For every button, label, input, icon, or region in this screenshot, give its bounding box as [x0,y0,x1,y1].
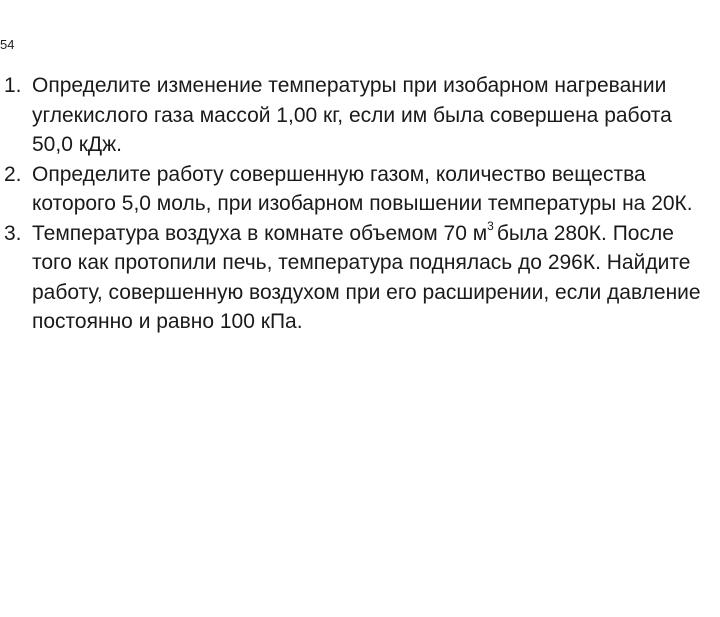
superscript-exponent: 3 [487,218,494,233]
problem-number: 3. [4,221,22,245]
problem-item-3 [4,219,716,337]
problem-item-2 [4,160,716,219]
problem-text: Определите работу совершенную газом, количество вещества которого 5,0 моль, при изобарном повышении температуры на 20К. [32,162,693,215]
problem-text-part: Температура воздуха в комнате объемом 70 м [32,221,488,245]
problem-text [32,219,716,337]
page-number: 54 [0,37,15,52]
problem-item-1 [4,71,716,160]
problem-text: Определите изменение температуры при изобарном нагревании углекислого газа массой 1,00 кг, если им была совершена работа 50,0 кДж. [32,74,672,156]
problem-number: 2. [4,162,22,186]
problem-number: 1. [4,74,22,97]
problem-list [4,71,716,337]
problem-text-part: была 280К. После того как протопили печь, температура поднялась до 296К. Найдите работу, совершенную воздухом при его расширении, если давление постоянно и равно 100 кПа. [32,221,701,333]
